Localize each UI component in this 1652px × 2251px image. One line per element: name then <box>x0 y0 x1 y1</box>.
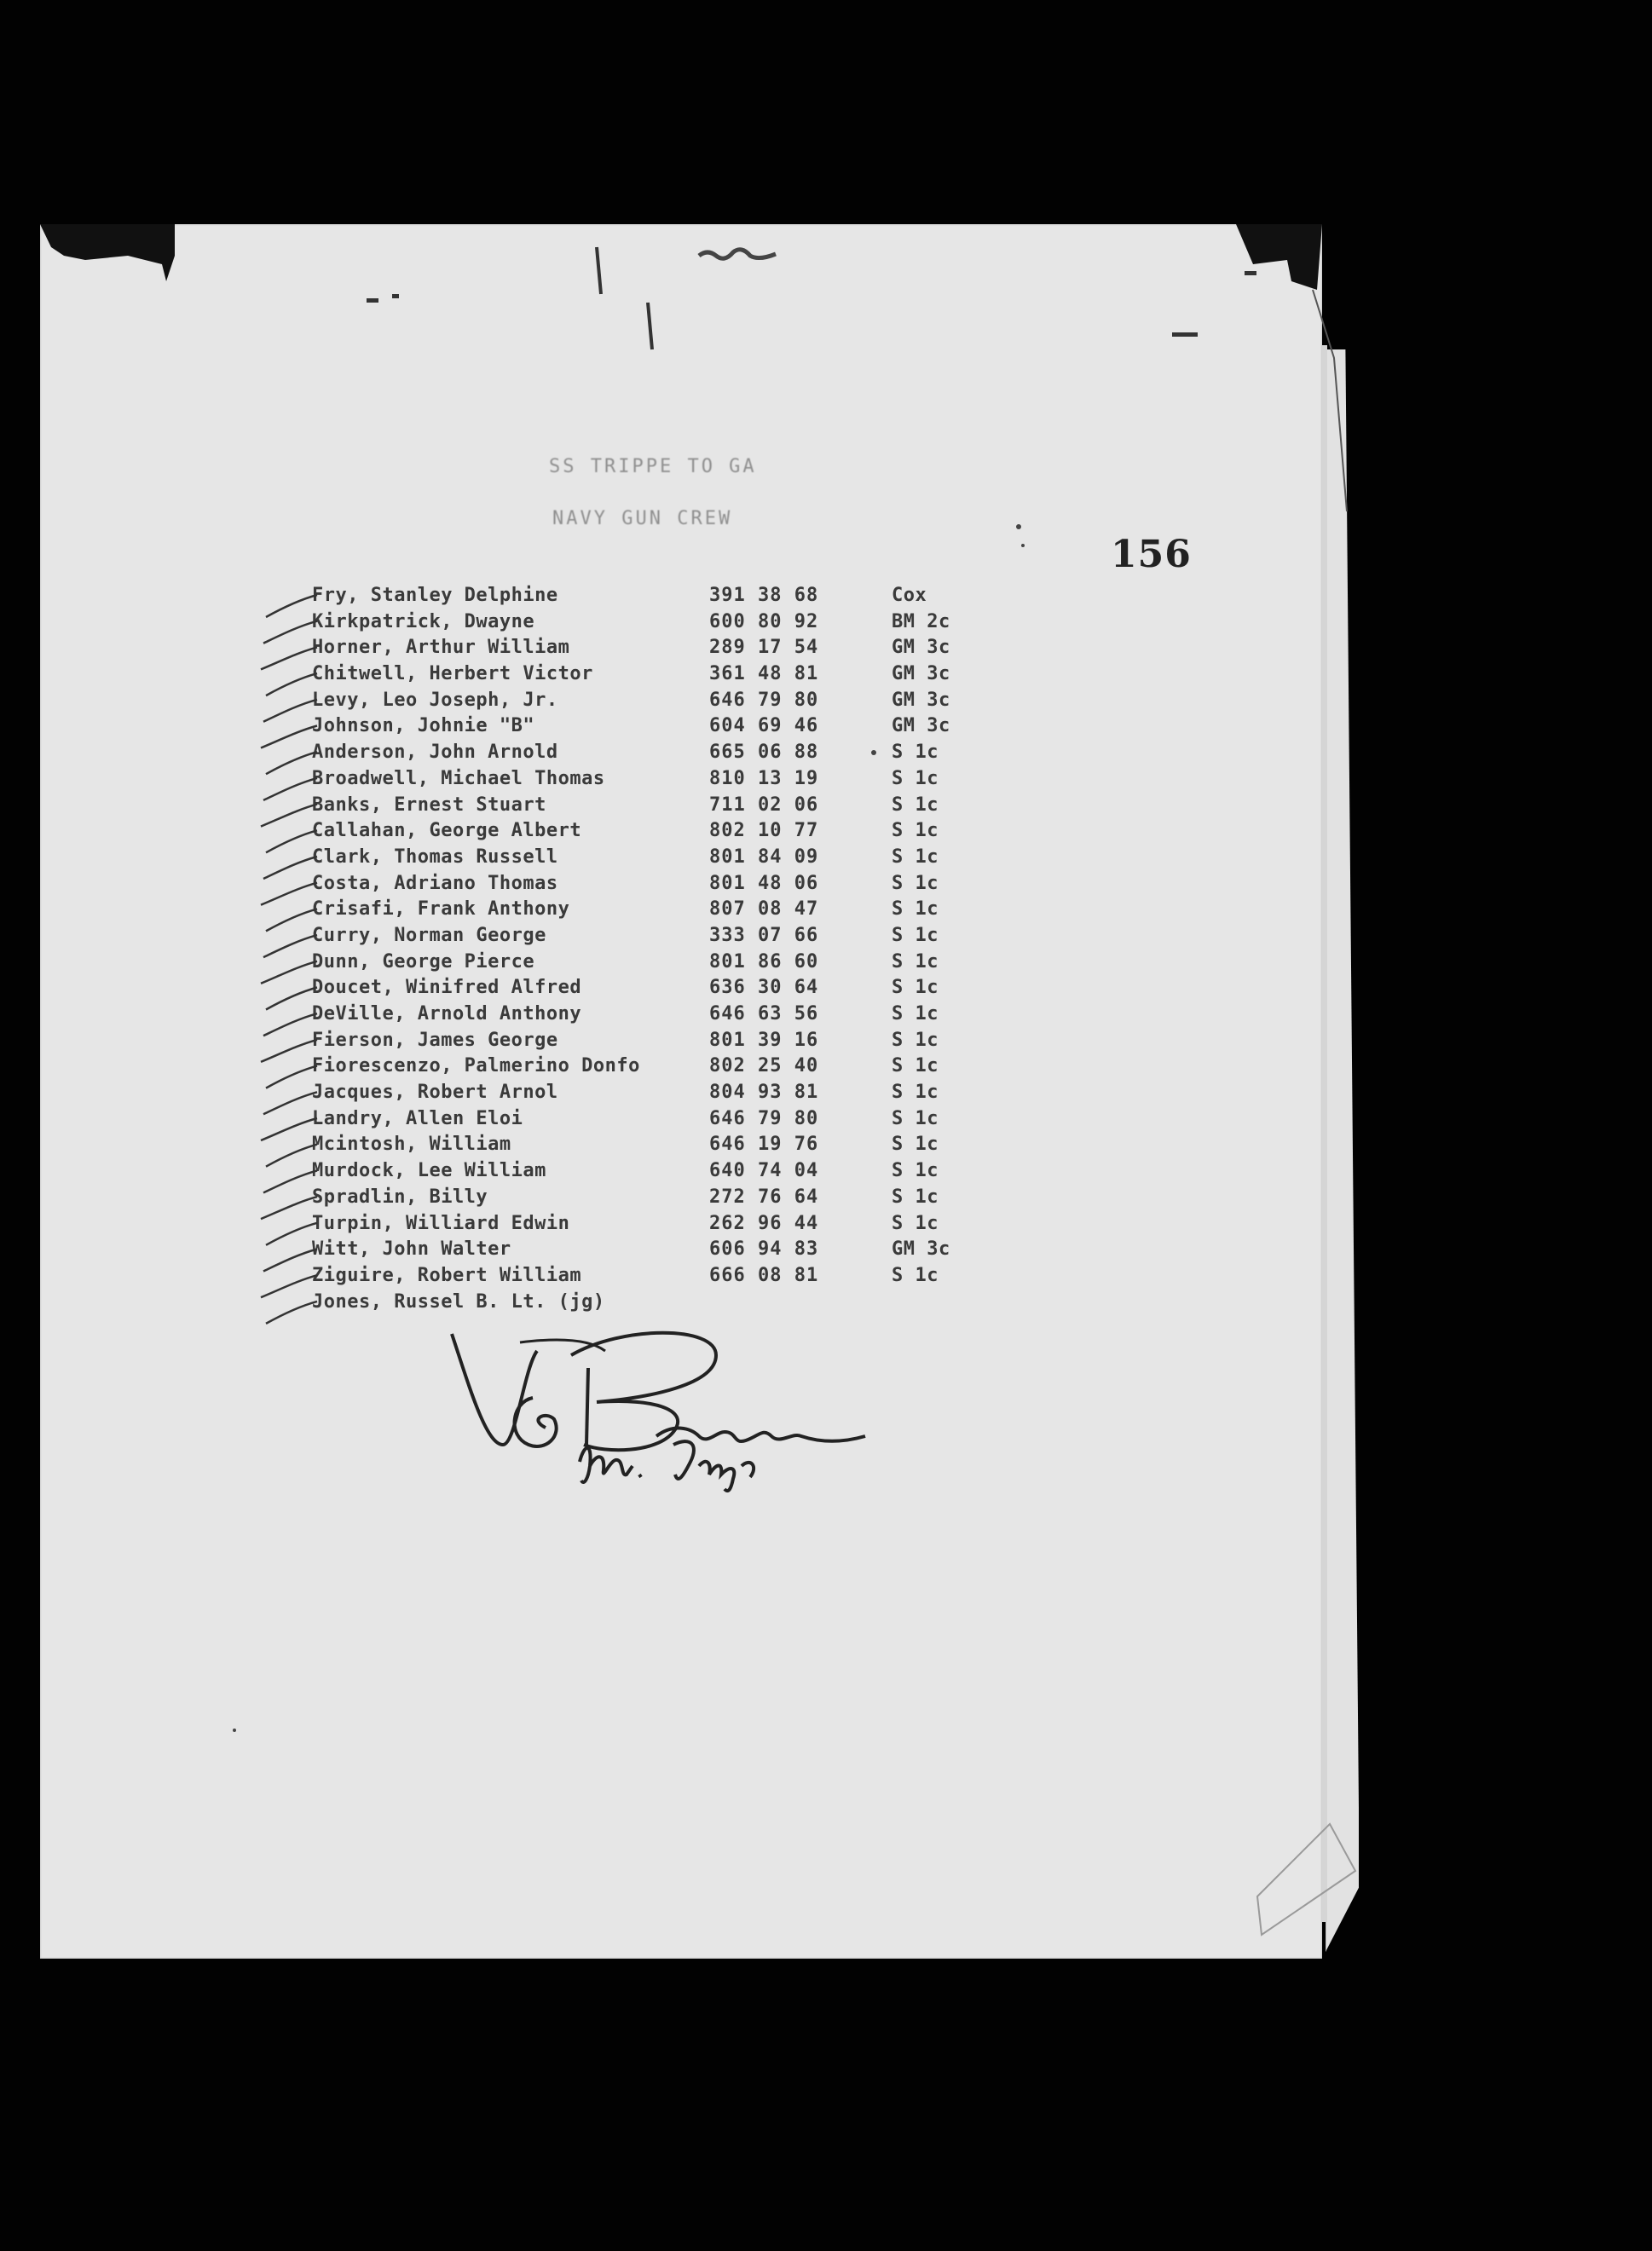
rate: GM 3c <box>892 1238 950 1261</box>
service-number: 600 80 92 <box>709 610 819 632</box>
crew-name: Kirkpatrick, Dwayne <box>312 610 535 632</box>
document-heading-ship: SS TRIPPE TO GA <box>549 456 757 477</box>
crew-name: Fiorescenzo, Palmerino Donfo <box>312 1055 640 1077</box>
crew-name: Turpin, Williard Edwin <box>312 1212 570 1234</box>
service-number: 801 39 16 <box>709 1029 819 1051</box>
rate: S 1c <box>892 950 939 973</box>
crew-name: Broadwell, Michael Thomas <box>312 767 605 789</box>
service-number: 640 74 04 <box>709 1160 819 1182</box>
rate: S 1c <box>892 1160 939 1182</box>
crew-name: Callahan, George Albert <box>312 820 582 842</box>
crew-name: Horner, Arthur William <box>312 637 570 659</box>
roster-row <box>312 951 994 978</box>
service-number: 646 63 56 <box>709 1003 819 1024</box>
roster-row <box>312 1003 994 1030</box>
service-number: 636 30 64 <box>709 977 819 999</box>
crew-name: Jones, Russel B. Lt. (jg) <box>312 1290 605 1313</box>
service-number: 810 13 19 <box>709 767 819 789</box>
crew-name: Murdock, Lee William <box>312 1160 546 1182</box>
crew-name: Anderson, John Arnold <box>312 742 558 764</box>
roster-row <box>312 1213 994 1239</box>
rate: S 1c <box>892 924 939 946</box>
rate: S 1c <box>892 1003 939 1024</box>
service-number: 333 07 66 <box>709 924 819 946</box>
rate: S 1c <box>892 1134 939 1156</box>
service-number: 807 08 47 <box>709 898 819 921</box>
service-number: 606 94 83 <box>709 1238 819 1261</box>
rate: S 1c <box>892 742 939 764</box>
roster-row <box>312 1265 994 1291</box>
rate: S 1c <box>892 872 939 894</box>
service-number: 801 84 09 <box>709 846 819 868</box>
rate: S 1c <box>892 977 939 999</box>
roster-row <box>312 1108 994 1134</box>
service-number: 665 06 88 <box>709 742 819 764</box>
crew-name: Clark, Thomas Russell <box>312 846 558 868</box>
service-number: 801 86 60 <box>709 950 819 973</box>
crew-name: Spradlin, Billy <box>312 1186 488 1208</box>
roster-row <box>312 715 994 742</box>
service-number: 391 38 68 <box>709 585 819 606</box>
roster-row <box>312 1291 994 1318</box>
crew-name: Witt, John Walter <box>312 1238 511 1261</box>
rate: GM 3c <box>892 715 950 737</box>
roster-row <box>312 663 994 690</box>
crew-name: Doucet, Winifred Alfred <box>312 977 582 999</box>
service-number: 262 96 44 <box>709 1212 819 1234</box>
rate: S 1c <box>892 1212 939 1234</box>
document-heading-crew: NAVY GUN CREW <box>552 508 733 529</box>
crew-name: Mcintosh, William <box>312 1134 511 1156</box>
rate: S 1c <box>892 794 939 816</box>
roster-row <box>312 611 994 638</box>
roster-row <box>312 1030 994 1056</box>
roster-row <box>312 794 994 821</box>
crew-name: DeVille, Arnold Anthony <box>312 1003 582 1024</box>
roster-row <box>312 977 994 1003</box>
rate: S 1c <box>892 1082 939 1104</box>
rate: S 1c <box>892 1107 939 1129</box>
page-number: 156 <box>1111 533 1192 576</box>
crew-name: Banks, Ernest Stuart <box>312 794 546 816</box>
crew-name: Fierson, James George <box>312 1029 558 1051</box>
crew-name: Crisafi, Frank Anthony <box>312 898 570 921</box>
roster-row <box>312 1186 994 1213</box>
rate: S 1c <box>892 820 939 842</box>
roster-row <box>312 898 994 925</box>
rate: S 1c <box>892 1264 939 1286</box>
crew-name: Landry, Allen Eloi <box>312 1107 523 1129</box>
crew-name: Dunn, George Pierce <box>312 950 535 973</box>
underlying-sheet-edge <box>1326 349 1359 1952</box>
service-number: 604 69 46 <box>709 715 819 737</box>
roster-row <box>312 820 994 846</box>
rate: S 1c <box>892 767 939 789</box>
service-number: 646 79 80 <box>709 1107 819 1129</box>
crew-name: Chitwell, Herbert Victor <box>312 663 593 685</box>
crew-name: Jacques, Robert Arnol <box>312 1082 558 1104</box>
rate: S 1c <box>892 1055 939 1077</box>
crew-name: Levy, Leo Joseph, Jr. <box>312 689 558 711</box>
rate: Cox <box>892 585 927 606</box>
service-number: 802 10 77 <box>709 820 819 842</box>
service-number: 272 76 64 <box>709 1186 819 1208</box>
roster-row <box>312 1055 994 1082</box>
roster-row <box>312 925 994 951</box>
service-number: 646 19 76 <box>709 1134 819 1156</box>
roster-row <box>312 637 994 663</box>
rate: S 1c <box>892 1029 939 1051</box>
crew-name: Johnson, Johnie "B" <box>312 715 535 737</box>
service-number: 289 17 54 <box>709 637 819 659</box>
rate: GM 3c <box>892 637 950 659</box>
service-number: 646 79 80 <box>709 689 819 711</box>
crew-name: Costa, Adriano Thomas <box>312 872 558 894</box>
roster-row <box>312 1160 994 1186</box>
roster-row <box>312 585 994 611</box>
service-number: 804 93 81 <box>709 1082 819 1104</box>
rate: S 1c <box>892 846 939 868</box>
rate: S 1c <box>892 898 939 921</box>
roster-row <box>312 846 994 873</box>
rate: GM 3c <box>892 663 950 685</box>
roster-row <box>312 1082 994 1108</box>
crew-name: Ziguire, Robert William <box>312 1264 582 1286</box>
rate: GM 3c <box>892 689 950 711</box>
roster-row <box>312 1238 994 1265</box>
rate: BM 2c <box>892 610 950 632</box>
service-number: 711 02 06 <box>709 794 819 816</box>
roster-row <box>312 768 994 794</box>
roster-row <box>312 1134 994 1160</box>
service-number: 801 48 06 <box>709 872 819 894</box>
service-number: 361 48 81 <box>709 663 819 685</box>
handwritten-title <box>571 1428 827 1496</box>
crew-name: Fry, Stanley Delphine <box>312 585 558 606</box>
roster-row <box>312 873 994 899</box>
crew-roster <box>312 585 994 1317</box>
roster-row <box>312 742 994 768</box>
service-number: 802 25 40 <box>709 1055 819 1077</box>
service-number: 666 08 81 <box>709 1264 819 1286</box>
rate: S 1c <box>892 1186 939 1208</box>
roster-row <box>312 690 994 716</box>
crew-name: Curry, Norman George <box>312 924 546 946</box>
